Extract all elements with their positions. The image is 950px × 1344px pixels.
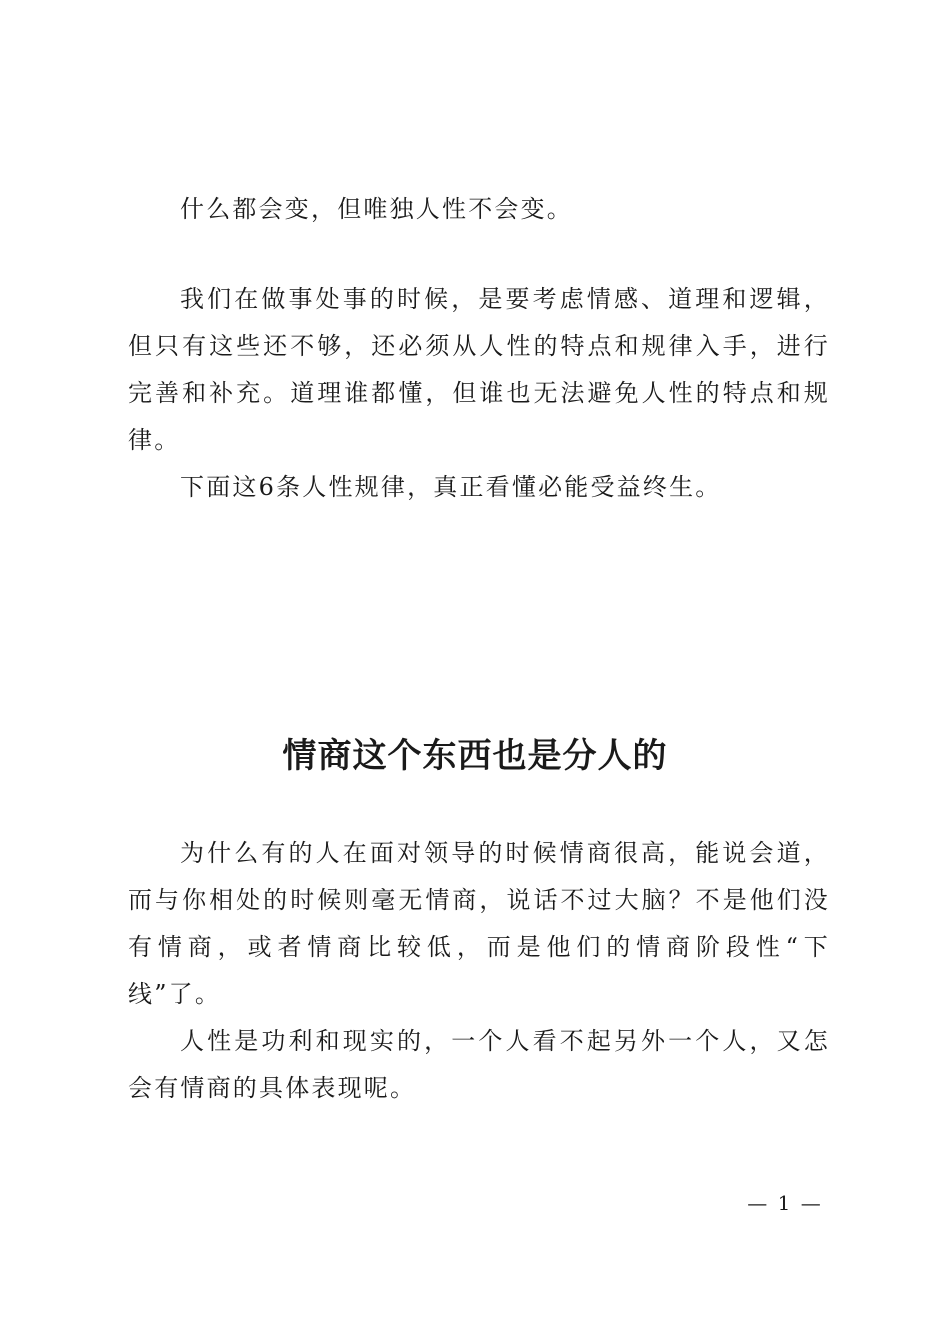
body-paragraph: 我们在做事处事的时候，是要考虑情感、道理和逻辑，但只有这些还不够，还必须从人性的特点和规律入手，进行完善和补充。道理谁都懂，但谁也无法避免人性的特点和规律。 — [128, 285, 830, 454]
body-paragraph: 下面这6条人性规律，真正看懂必能受益终生。 — [180, 473, 722, 501]
page-number: — 1 — — [747, 1191, 823, 1215]
section-heading: 情商这个东西也是分人的 — [282, 736, 668, 776]
body-paragraph: 什么都会变，但唯独人性不会变。 — [180, 195, 573, 223]
body-paragraph: 人性是功利和现实的，一个人看不起另外一个人，又怎会有情商的具体表现呢。 — [128, 1027, 830, 1102]
body-paragraph: 为什么有的人在面对领导的时候情商很高，能说会道，而与你相处的时候则毫无情商，说话不过大脑？不是他们没有情商，或者情商比较低，而是他们的情商阶段性“下线”了。 — [128, 839, 830, 1008]
